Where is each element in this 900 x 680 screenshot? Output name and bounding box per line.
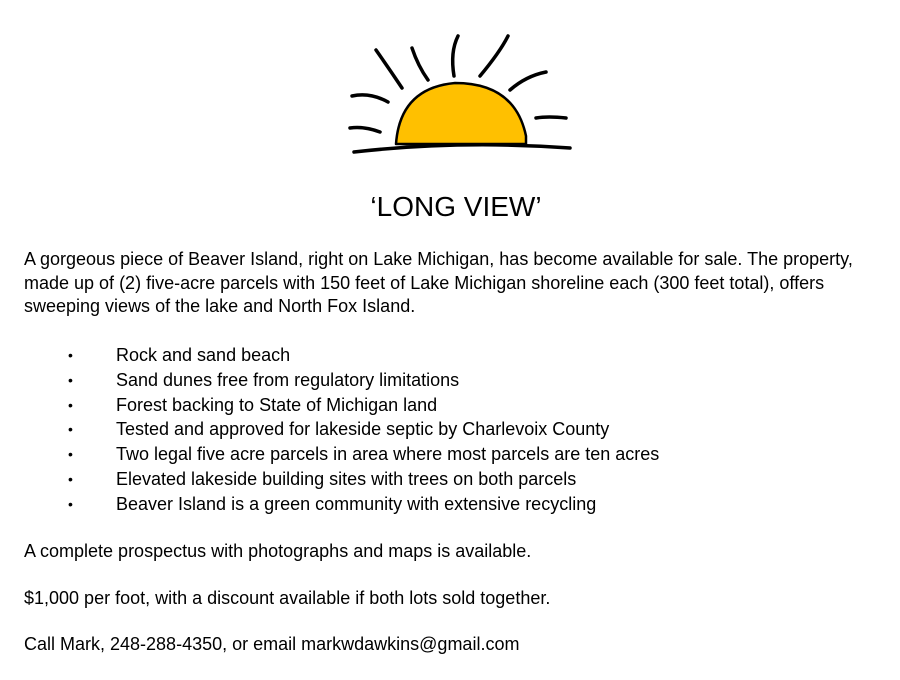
rising-sun-icon [340,28,575,163]
feature-text: Two legal five acre parcels in area where most parcels are ten acres [116,444,660,465]
feature-text: Forest backing to State of Michigan land [116,394,438,415]
feature-text: Tested and approved for lakeside septic by Charlevoix County [116,419,610,440]
bullet: • [68,396,73,413]
intro-paragraph: A gorgeous piece of Beaver Island, right on Lake Michigan, has become available for sale. The property, made up of (2) five-acre parcels with 150 feet of Lake Michigan shoreline each (300 feet total), offers sweeping views of the lake and North Fox Island. [24,249,853,316]
page-title: ‘LONG VIEW’ [370,191,542,222]
feature-text: Beaver Island is a green community with extensive recycling [116,493,597,514]
contact-info: Call Mark, 248-288-4350, or email markwdawkins@gmail.com [24,634,520,654]
price-note: $1,000 per foot, with a discount available if both lots sold together. [24,588,551,608]
feature-text: Rock and sand beach [116,345,291,365]
bullet: • [68,371,73,388]
bullet: • [68,495,73,512]
sun-logo [340,28,575,163]
bullet: • [68,421,73,438]
bullet: • [68,470,73,487]
bullet: • [68,446,73,463]
sun-body [396,83,526,144]
feature-text: Sand dunes free from regulatory limitations [116,369,460,390]
prospectus-note: A complete prospectus with photographs and maps is available. [24,541,532,561]
bullet: • [68,347,73,363]
feature-text: Elevated lakeside building sites with trees on both parcels [116,468,577,489]
